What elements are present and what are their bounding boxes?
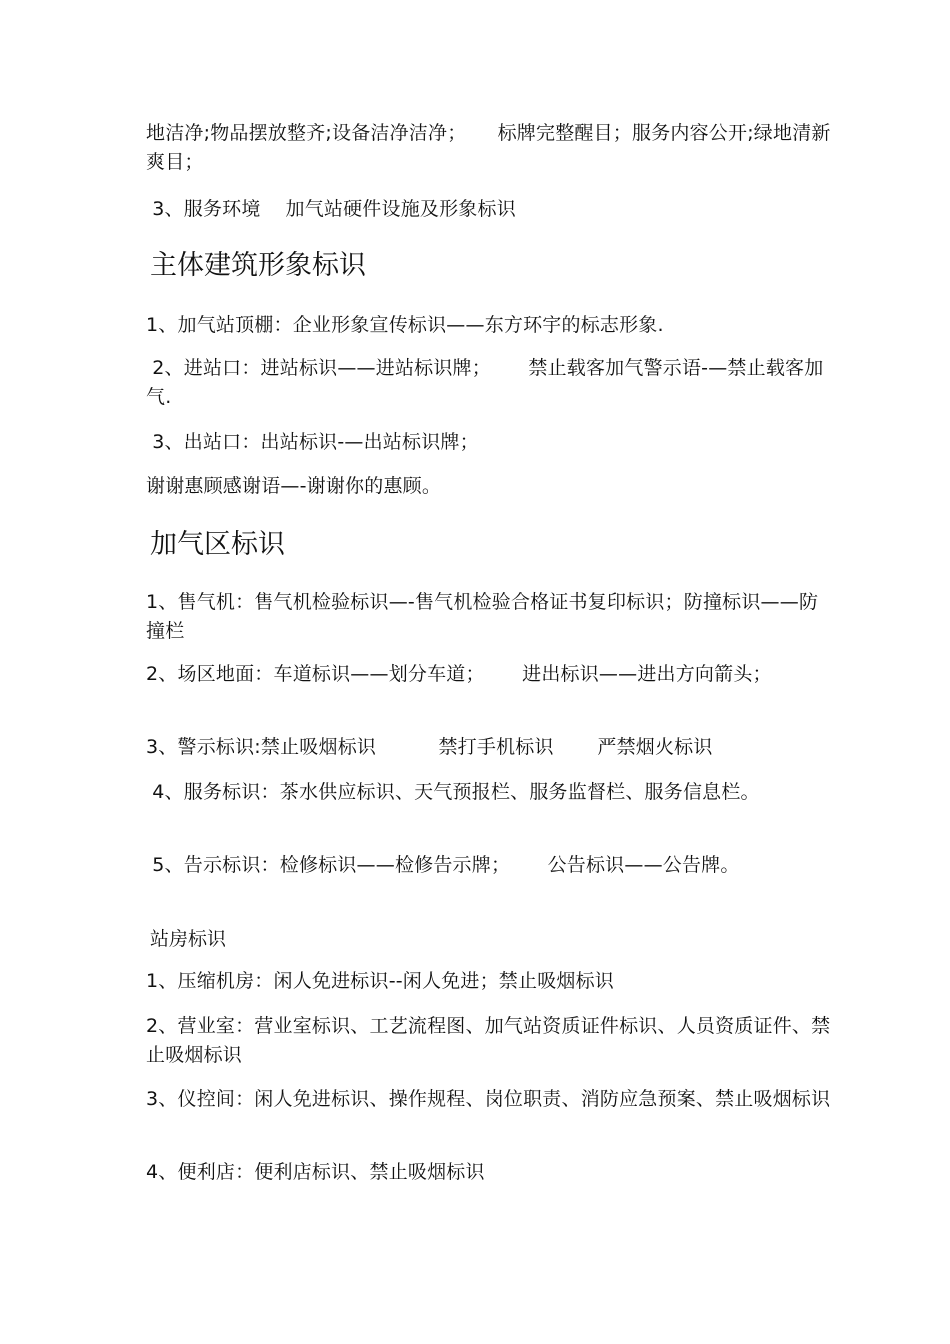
paragraph-service-environment: 3、服务环境 加气站硬件设施及形象标识 (146, 198, 516, 220)
heading-main-building: 主体建筑形象标识 (150, 250, 366, 281)
heading-gas-area: 加气区标识 (150, 529, 285, 560)
list-item: 3、警示标识:禁止吸烟标识 禁打手机标识 严禁烟火标识 (146, 736, 713, 758)
list-item: 3、仪控间：闲人免进标识、操作规程、岗位职责、消防应急预案、禁止吸烟标识 (146, 1088, 831, 1110)
list-item: 2、营业室：营业室标识、工艺流程图、加气站资质证件标识、人员资质证件、禁止吸烟标识 (146, 1015, 831, 1066)
list-item: 2、进站口：进站标识——进站标识牌； 禁止载客加气警示语-—禁止载客加气. (146, 357, 824, 408)
list-item: 谢谢惠顾感谢语—-谢谢你的惠顾。 (146, 475, 442, 497)
list-item: 1、售气机：售气机检验标识—-售气机检验合格证书复印标识；防撞标识——防撞栏 (146, 591, 819, 642)
list-item: 1、压缩机房：闲人免进标识--闲人免进；禁止吸烟标识 (146, 970, 615, 992)
list-item: 4、服务标识：茶水供应标识、天气预报栏、服务监督栏、服务信息栏。 (146, 781, 760, 803)
list-item: 3、出站口：出站标识-—出站标识牌； (146, 431, 479, 453)
list-item: 5、告示标识：检修标识——检修告示牌； 公告标识——公告牌。 (146, 854, 740, 876)
paragraph-cleanliness: 地洁净;物品摆放整齐;设备洁净洁净； 标牌完整醒目；服务内容公开;绿地清新爽目； (146, 122, 831, 173)
list-item: 2、场区地面：车道标识——划分车道； 进出标识——进出方向箭头； (146, 663, 772, 685)
list-item: 1、加气站顶棚：企业形象宣传标识——东方环宇的标志形象. (146, 314, 664, 336)
list-item: 4、便利店：便利店标识、禁止吸烟标识 (146, 1161, 485, 1183)
heading-station-building: 站房标识 (150, 928, 227, 950)
